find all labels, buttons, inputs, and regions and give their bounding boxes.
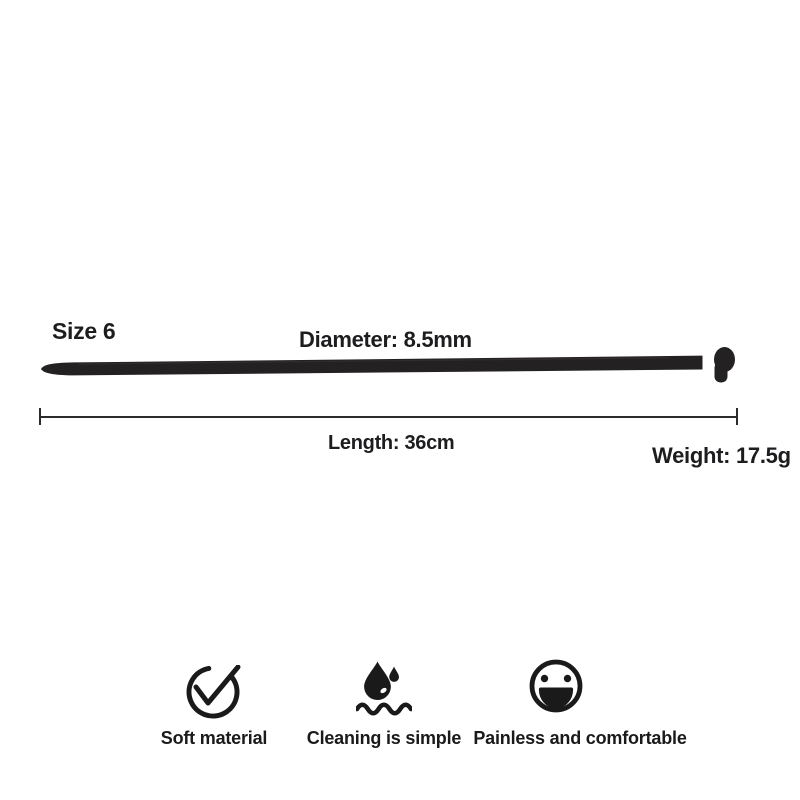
dimension-tick-right: [736, 408, 738, 425]
feature-label: Cleaning is simple: [306, 728, 462, 748]
feature-label: Soft material: [160, 728, 268, 748]
water-drop-icon: [356, 658, 412, 718]
size-label: Size 6: [52, 318, 116, 344]
length-dimension-line: [40, 416, 738, 418]
smiley-face-icon: [552, 658, 608, 718]
feature-painless: [460, 658, 700, 749]
check-circle-icon: [186, 658, 242, 718]
length-label: Length: 36cm: [328, 432, 455, 454]
dimension-tick-left: [39, 408, 41, 425]
weight-label: Weight: 17.5g: [652, 443, 791, 468]
feature-label: Painless and comfortable: [473, 728, 687, 748]
product-rod-image: [30, 336, 750, 396]
diameter-label: Diameter: 8.5mm: [299, 327, 472, 352]
